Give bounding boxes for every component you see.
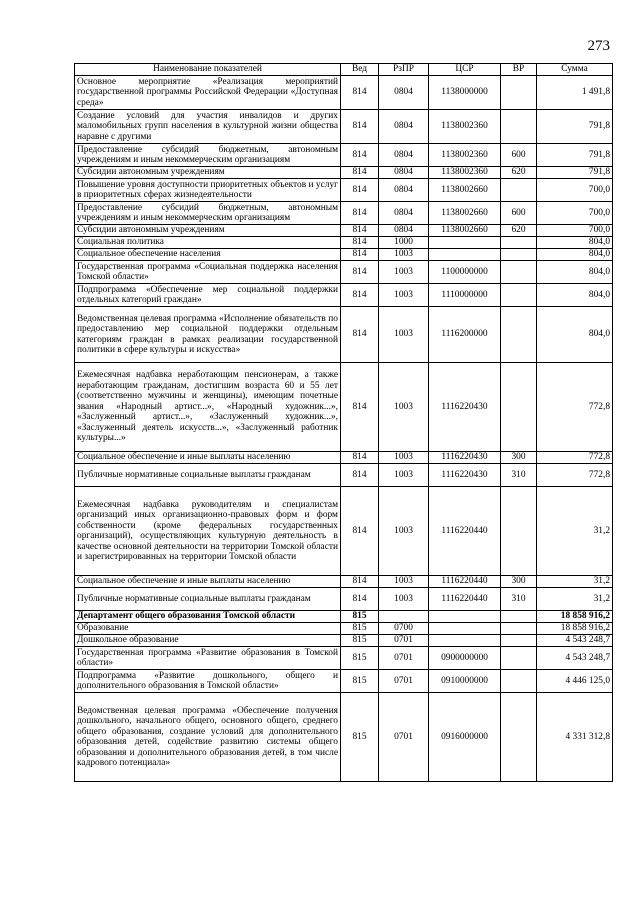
cell-sum: 791,8 xyxy=(537,110,613,144)
cell-ved: 814 xyxy=(341,225,379,237)
cell-name: Создание условий для участия инвалидов и других маломобильных групп населения в культурной жизни общества наравне с другими xyxy=(75,110,341,144)
cell-vr: 620 xyxy=(501,167,537,179)
cell-rzpr: 1003 xyxy=(379,576,429,588)
cell-vr xyxy=(501,110,537,144)
cell-ved: 814 xyxy=(341,487,379,576)
cell-name: Подпрограмма «Развитие дошкольного, общего и дополнительного образования в Томской области» xyxy=(75,670,341,693)
cell-name: Ежемесячная надбавка руководителям и специалистам организаций иных организационно-правовых форм и форм собственности (кроме федеральных государственных организаций), осуществляющих культурную деятельность в качестве основной деятельности на территории Томской области и зарегистрированных на территории Томской области xyxy=(75,487,341,576)
cell-rzpr: 0804 xyxy=(379,179,429,202)
cell-ved: 814 xyxy=(341,167,379,179)
cell-ved: 814 xyxy=(341,261,379,284)
cell-sum: 772,8 xyxy=(537,464,613,487)
table-row xyxy=(75,249,613,261)
cell-rzpr: 1003 xyxy=(379,249,429,261)
cell-vr: 600 xyxy=(501,144,537,167)
cell-sum: 804,0 xyxy=(537,237,613,249)
cell-rzpr: 0804 xyxy=(379,202,429,225)
cell-rzpr: 0804 xyxy=(379,225,429,237)
cell-name: Социальное обеспечение населения xyxy=(75,249,341,261)
table-row xyxy=(75,487,613,576)
cell-vr xyxy=(501,284,537,307)
page-number: 273 xyxy=(587,38,610,54)
cell-rzpr: 1003 xyxy=(379,464,429,487)
cell-vr: 620 xyxy=(501,225,537,237)
cell-csr: 1100000000 xyxy=(429,261,501,284)
cell-ved: 815 xyxy=(341,647,379,670)
cell-csr xyxy=(429,237,501,249)
cell-name: Основное мероприятие «Реализация мероприятий государственной программы Российской Федерации «Доступная среда» xyxy=(75,76,341,110)
table-row xyxy=(75,611,613,623)
table-row xyxy=(75,588,613,611)
table-row xyxy=(75,110,613,144)
cell-name: Публичные нормативные социальные выплаты гражданам xyxy=(75,464,341,487)
cell-rzpr: 1003 xyxy=(379,588,429,611)
cell-name: Дошкольное образование xyxy=(75,635,341,647)
cell-sum: 4 543 248,7 xyxy=(537,635,613,647)
cell-ved: 814 xyxy=(341,179,379,202)
cell-name: Образование xyxy=(75,623,341,635)
cell-ved: 814 xyxy=(341,110,379,144)
cell-csr: 1138002660 xyxy=(429,225,501,237)
table-row xyxy=(75,693,613,782)
cell-csr xyxy=(429,635,501,647)
header-vr: ВР xyxy=(501,64,537,76)
cell-ved: 814 xyxy=(341,202,379,225)
cell-rzpr: 0700 xyxy=(379,623,429,635)
cell-csr: 1116220430 xyxy=(429,452,501,464)
cell-vr xyxy=(501,623,537,635)
table-row xyxy=(75,76,613,110)
cell-sum: 700,0 xyxy=(537,225,613,237)
cell-name: Социальная политика xyxy=(75,237,341,249)
cell-rzpr: 0701 xyxy=(379,693,429,782)
cell-name: Повышение уровня доступности приоритетных объектов и услуг в приоритетных сферах жизнедеятельности xyxy=(75,179,341,202)
cell-rzpr: 0804 xyxy=(379,144,429,167)
table-row xyxy=(75,179,613,202)
cell-vr xyxy=(501,611,537,623)
cell-rzpr: 0804 xyxy=(379,167,429,179)
cell-sum: 804,0 xyxy=(537,249,613,261)
header-csr: ЦСР xyxy=(429,64,501,76)
cell-name: Ведомственная целевая программа «Обеспечение получения дошкольного, начального общего, основного общего, среднего общего образования, создание условий для дополнительного образования детей, содействие развитию системы общего образования и дополнительного образования детей, в том числе кадрового потенциала» xyxy=(75,693,341,782)
cell-vr xyxy=(501,670,537,693)
cell-vr xyxy=(501,307,537,363)
cell-sum: 1 491,8 xyxy=(537,76,613,110)
header-ved: Вед xyxy=(341,64,379,76)
table-row xyxy=(75,452,613,464)
cell-sum: 772,8 xyxy=(537,452,613,464)
cell-ved: 814 xyxy=(341,576,379,588)
cell-name: Государственная программа «Развитие образования в Томской области» xyxy=(75,647,341,670)
cell-vr: 600 xyxy=(501,202,537,225)
cell-ved: 814 xyxy=(341,363,379,452)
table-row xyxy=(75,144,613,167)
cell-ved: 815 xyxy=(341,623,379,635)
cell-vr xyxy=(501,76,537,110)
cell-sum: 31,2 xyxy=(537,588,613,611)
cell-sum: 4 543 248,7 xyxy=(537,647,613,670)
cell-rzpr xyxy=(379,611,429,623)
cell-vr xyxy=(501,249,537,261)
cell-ved: 814 xyxy=(341,452,379,464)
cell-name: Субсидии автономным учреждениям xyxy=(75,167,341,179)
table-row xyxy=(75,284,613,307)
cell-ved: 815 xyxy=(341,670,379,693)
cell-vr xyxy=(501,647,537,670)
cell-csr: 1116200000 xyxy=(429,307,501,363)
cell-vr xyxy=(501,635,537,647)
cell-rzpr: 1003 xyxy=(379,284,429,307)
cell-vr xyxy=(501,261,537,284)
cell-csr: 1116220430 xyxy=(429,363,501,452)
table-body xyxy=(75,76,613,782)
cell-csr: 1116220440 xyxy=(429,487,501,576)
cell-name: Государственная программа «Социальная поддержка населения Томской области» xyxy=(75,261,341,284)
cell-csr xyxy=(429,249,501,261)
table-row xyxy=(75,670,613,693)
cell-rzpr: 1003 xyxy=(379,452,429,464)
table-row xyxy=(75,635,613,647)
cell-vr: 310 xyxy=(501,588,537,611)
cell-rzpr: 0804 xyxy=(379,76,429,110)
cell-sum: 31,2 xyxy=(537,576,613,588)
table-row xyxy=(75,261,613,284)
cell-csr: 1116220430 xyxy=(429,464,501,487)
cell-vr xyxy=(501,487,537,576)
cell-ved: 815 xyxy=(341,611,379,623)
cell-sum: 700,0 xyxy=(537,179,613,202)
cell-csr: 0916000000 xyxy=(429,693,501,782)
cell-name: Департамент общего образования Томской области xyxy=(75,611,341,623)
cell-csr: 0900000000 xyxy=(429,647,501,670)
cell-name: Социальное обеспечение и иные выплаты населению xyxy=(75,452,341,464)
cell-rzpr: 0701 xyxy=(379,670,429,693)
cell-ved: 814 xyxy=(341,307,379,363)
cell-name: Субсидии автономным учреждениям xyxy=(75,225,341,237)
cell-ved: 814 xyxy=(341,464,379,487)
budget-table xyxy=(74,63,613,782)
cell-sum: 772,8 xyxy=(537,363,613,452)
cell-vr xyxy=(501,693,537,782)
table-row xyxy=(75,225,613,237)
cell-sum: 791,8 xyxy=(537,167,613,179)
cell-csr: 1138000000 xyxy=(429,76,501,110)
cell-sum: 804,0 xyxy=(537,261,613,284)
cell-sum: 804,0 xyxy=(537,307,613,363)
cell-csr: 1116220440 xyxy=(429,576,501,588)
cell-csr: 1138002360 xyxy=(429,167,501,179)
table-row xyxy=(75,237,613,249)
cell-sum: 4 331 312,8 xyxy=(537,693,613,782)
cell-rzpr: 0701 xyxy=(379,647,429,670)
cell-name: Ежемесячная надбавка неработающим пенсионерам, а также неработающим гражданам, достигшим возраста 60 и 55 лет (соответственно мужчины и женщины), имеющим почетные звания «Народный артист...», «Народный художник...», «Заслуженный артист...», «Заслуженный художник...», «Заслуженный деятель искусств...», «Заслуженный работник культуры...» xyxy=(75,363,341,452)
cell-ved: 815 xyxy=(341,693,379,782)
cell-csr: 1116220440 xyxy=(429,588,501,611)
cell-ved: 814 xyxy=(341,76,379,110)
cell-csr: 1138002660 xyxy=(429,179,501,202)
cell-rzpr: 1003 xyxy=(379,487,429,576)
cell-rzpr: 0804 xyxy=(379,110,429,144)
cell-sum: 18 858 916,2 xyxy=(537,623,613,635)
cell-ved: 814 xyxy=(341,588,379,611)
cell-vr xyxy=(501,237,537,249)
cell-vr: 310 xyxy=(501,464,537,487)
cell-ved: 814 xyxy=(341,144,379,167)
cell-ved: 814 xyxy=(341,249,379,261)
cell-name: Социальное обеспечение и иные выплаты населению xyxy=(75,576,341,588)
cell-csr: 1138002660 xyxy=(429,202,501,225)
cell-sum: 4 446 125,0 xyxy=(537,670,613,693)
cell-csr xyxy=(429,623,501,635)
table-row xyxy=(75,363,613,452)
cell-sum: 31,2 xyxy=(537,487,613,576)
table-row xyxy=(75,576,613,588)
cell-ved: 814 xyxy=(341,237,379,249)
table-row xyxy=(75,623,613,635)
cell-name: Предоставление субсидий бюджетным, автономным учреждениям и иным некоммерческим организациям xyxy=(75,144,341,167)
cell-sum: 18 858 916,2 xyxy=(537,611,613,623)
header-rzpr: РзПР xyxy=(379,64,429,76)
cell-name: Подпрограмма «Обеспечение мер социальной поддержки отдельных категорий граждан» xyxy=(75,284,341,307)
cell-name: Предоставление субсидий бюджетным, автономным учреждениям и иным некоммерческим организациям xyxy=(75,202,341,225)
cell-vr: 300 xyxy=(501,452,537,464)
table-row xyxy=(75,167,613,179)
cell-ved: 814 xyxy=(341,284,379,307)
cell-name: Ведомственная целевая программа «Исполнение обязательств по предоставлению мер социальной поддержки отдельным категориям граждан в рамках реализации государственной политики в сфере культуры и искусства» xyxy=(75,307,341,363)
table-row xyxy=(75,202,613,225)
table-row xyxy=(75,464,613,487)
cell-name: Публичные нормативные социальные выплаты гражданам xyxy=(75,588,341,611)
cell-rzpr: 1000 xyxy=(379,237,429,249)
cell-csr: 0910000000 xyxy=(429,670,501,693)
cell-vr: 300 xyxy=(501,576,537,588)
cell-sum: 700,0 xyxy=(537,202,613,225)
cell-sum: 791,8 xyxy=(537,144,613,167)
cell-rzpr: 0701 xyxy=(379,635,429,647)
table-row xyxy=(75,307,613,363)
table-row xyxy=(75,647,613,670)
cell-vr xyxy=(501,363,537,452)
header-name: Наименование показателей xyxy=(75,64,341,76)
cell-rzpr: 1003 xyxy=(379,261,429,284)
cell-vr xyxy=(501,179,537,202)
cell-csr: 1110000000 xyxy=(429,284,501,307)
cell-csr: 1138002360 xyxy=(429,144,501,167)
table-header-row xyxy=(75,64,613,76)
header-sum: Сумма xyxy=(537,64,613,76)
cell-csr: 1138002360 xyxy=(429,110,501,144)
cell-csr xyxy=(429,611,501,623)
cell-rzpr: 1003 xyxy=(379,307,429,363)
cell-ved: 815 xyxy=(341,635,379,647)
cell-rzpr: 1003 xyxy=(379,363,429,452)
cell-sum: 804,0 xyxy=(537,284,613,307)
